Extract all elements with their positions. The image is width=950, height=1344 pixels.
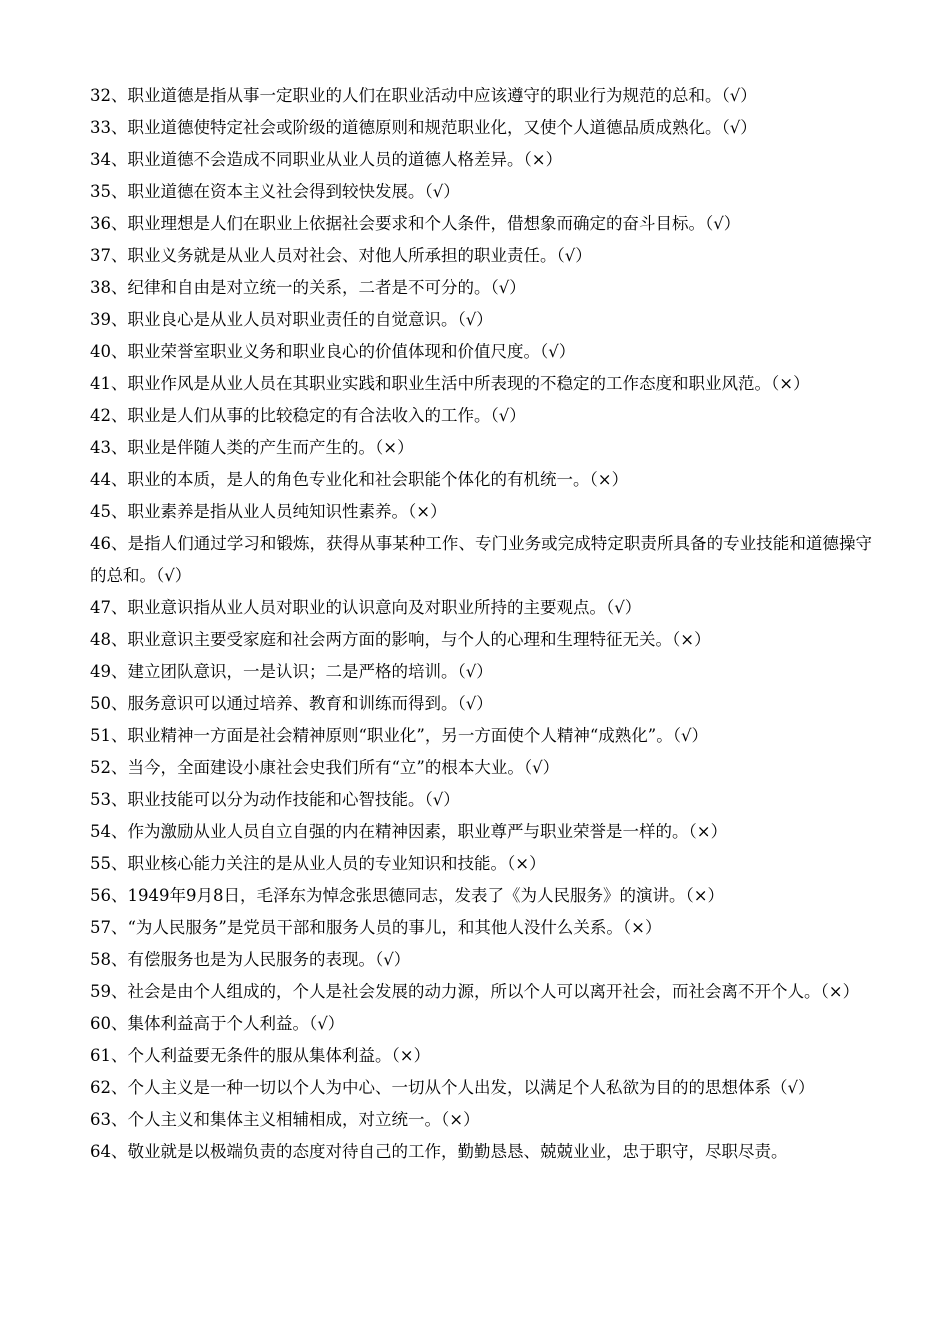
- question-46: 46、是指人们通过学习和锻炼，获得从事某种工作、专门业务或完成特定职责所具备的专业技能和道德操守的总和。（√）: [90, 534, 872, 585]
- question-34: 34、职业道德不会造成不同职业从业人员的道德人格差异。（×）: [90, 150, 563, 169]
- question-58: 58、有偿服务也是为人民服务的表现。（√）: [90, 950, 411, 969]
- question-64: 64、敬业就是以极端负责的态度对待自己的工作，勤勤恳恳、兢兢业业，忠于职守，尽职尽责。: [90, 1142, 788, 1161]
- question-47: 47、职业意识指从业人员对职业的认识意向及对职业所持的主要观点。（√）: [90, 598, 642, 617]
- question-44: 44、职业的本质，是人的角色专业化和社会职能个体化的有机统一。（×）: [90, 470, 629, 489]
- question-52: 52、当今，全面建设小康社会史我们所有“立”的根本大业。（√）: [90, 758, 560, 777]
- document-page: [90, 80, 872, 1168]
- question-42: 42、职业是人们从事的比较稳定的有合法收入的工作。（√）: [90, 406, 526, 425]
- question-49: 49、建立团队意识，一是认识；二是严格的培训。（√）: [90, 662, 493, 681]
- question-35: 35、职业道德在资本主义社会得到较快发展。（√）: [90, 182, 460, 201]
- question-32: 32、职业道德是指从事一定职业的人们在职业活动中应该遵守的职业行为规范的总和。（√）: [90, 86, 757, 105]
- question-51: 51、职业精神一方面是社会精神原则“职业化”，另一方面使个人精神“成熟化”。（√）: [90, 726, 709, 745]
- question-61: 61、个人利益要无条件的服从集体利益。（×）: [90, 1046, 431, 1065]
- question-38: 38、纪律和自由是对立统一的关系，二者是不可分的。（√）: [90, 278, 526, 297]
- question-53: 53、职业技能可以分为动作技能和心智技能。（√）: [90, 790, 460, 809]
- question-55: 55、职业核心能力关注的是从业人员的专业知识和技能。（×）: [90, 854, 546, 873]
- question-39: 39、职业良心是从业人员对职业责任的自觉意识。（√）: [90, 310, 493, 329]
- question-50: 50、服务意识可以通过培养、教育和训练而得到。（√）: [90, 694, 493, 713]
- question-40: 40、职业荣誉室职业义务和职业良心的价值体现和价值尺度。（√）: [90, 342, 576, 361]
- question-45: 45、职业素养是指从业人员纯知识性素养。（×）: [90, 502, 447, 521]
- question-60: 60、集体利益高于个人利益。（√）: [90, 1014, 345, 1033]
- question-41: 41、职业作风是从业人员在其职业实践和职业生活中所表现的不稳定的工作态度和职业风范。（×）: [90, 374, 810, 393]
- question-63: 63、个人主义和集体主义相辅相成，对立统一。（×）: [90, 1110, 480, 1129]
- question-48: 48、职业意识主要受家庭和社会两方面的影响，与个人的心理和生理特征无关。（×）: [90, 630, 711, 649]
- question-62: 62、个人主义是一种一切以个人为中心、一切从个人出发，以满足个人私欲为目的的思想体系（√）: [90, 1078, 815, 1097]
- question-33: 33、职业道德使特定社会或阶级的道德原则和规范职业化，又使个人道德品质成熟化。（√）: [90, 118, 757, 137]
- question-59: 59、社会是由个人组成的，个人是社会发展的动力源，所以个人可以离开社会，而社会离不开个人。（×）: [90, 982, 860, 1001]
- question-43: 43、职业是伴随人类的产生而产生的。（×）: [90, 438, 414, 457]
- question-36: 36、职业理想是人们在职业上依据社会要求和个人条件，借想象而确定的奋斗目标。（√）: [90, 214, 741, 233]
- question-56: 56、1949年9月8日，毛泽东为悼念张思德同志，发表了《为人民服务》的演讲。（×）: [90, 886, 725, 905]
- question-37: 37、职业义务就是从业人员对社会、对他人所承担的职业责任。（√）: [90, 246, 592, 265]
- question-54: 54、作为激励从业人员自立自强的内在精神因素，职业尊严与职业荣誉是一样的。（×）: [90, 822, 728, 841]
- question-57: 57、“为人民服务”是党员干部和服务人员的事儿，和其他人没什么关系。（×）: [90, 918, 662, 937]
